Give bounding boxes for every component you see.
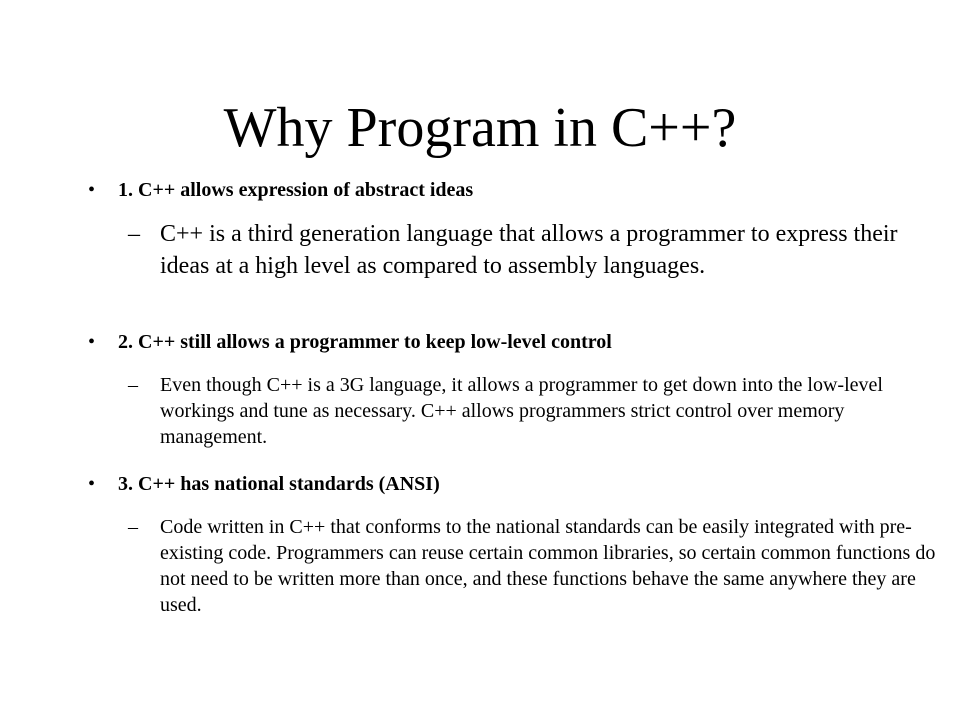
sub-point-3 xyxy=(88,514,950,618)
bullet-marker: • xyxy=(88,473,96,495)
sub-point-text: C++ is a third generation language that allows a programmer to express their ideas at a high level as compared to assembly languages. xyxy=(160,221,898,279)
sub-point-2 xyxy=(88,372,940,450)
dash-marker: – xyxy=(128,374,138,396)
sub-point-text: Even though C++ is a 3G language, it allows a programmer to get down into the low-level workings and tune as necessary. C++ allows programmers strict control over memory management. xyxy=(160,374,883,448)
sub-point-text: Code written in C++ that conforms to the national standards can be easily integrated with pre-existing code. Programmers can reuse certain common libraries, so certain common functions do not need to be written more than once, and these functions behave the same anywhere they are used. xyxy=(160,516,936,616)
bullet-marker: • xyxy=(88,179,96,201)
dash-marker: – xyxy=(128,516,138,538)
bullet-heading: 2. C++ still allows a programmer to keep low-level control xyxy=(118,331,612,353)
bullet-point-3 xyxy=(88,470,918,498)
sub-point-1 xyxy=(88,218,930,282)
bullet-point-1 xyxy=(88,176,918,204)
bullet-marker: • xyxy=(88,331,96,353)
bullet-point-2 xyxy=(88,328,918,356)
slide-title: Why Program in C++? xyxy=(223,97,737,159)
bullet-heading: 3. C++ has national standards (ANSI) xyxy=(118,473,440,495)
dash-marker: – xyxy=(128,221,140,247)
bullet-heading: 1. C++ allows expression of abstract ideas xyxy=(118,179,474,201)
